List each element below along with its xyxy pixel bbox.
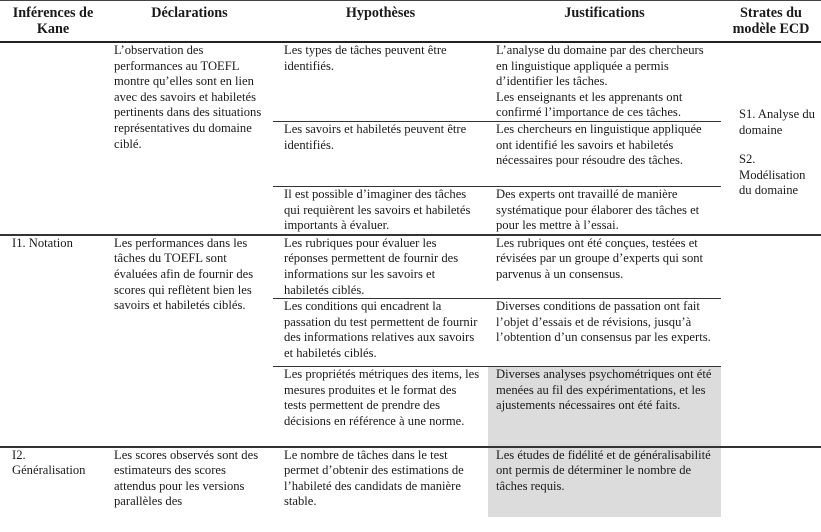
strata-cell [721,42,821,235]
declaration-cell: Les performances dans les tâches du TOEFL sont évaluées afin de fournir des scores qui reflètent bien les savoirs et habiletés ciblés. [106,235,273,447]
strata-cell [721,235,821,447]
strata-label: S1. Analyse du domaine [739,107,815,137]
inference-cell: I2. Généralisation [0,447,106,517]
hypothesis-cell: Le nombre de tâches dans le test permet d’obtenir des estimations de l’habileté des candidats de manière stable. [273,447,488,517]
justification-cell: Les rubriques ont été conçues, testées et révisées par un groupe d’experts qui sont parvenus à un consensus. [488,235,721,299]
table-row [0,235,821,299]
justification-cell [488,42,721,121]
justification-text: L’analyse du domaine par des chercheurs en linguistique appliquée a permis d’identifier les tâches. [496,43,704,89]
inference-cell: I1. Notation [0,235,106,447]
justification-cell-highlighted: Les études de fidélité et de généralisabilité ont permis de déterminer le nombre de tâches requis. [488,447,721,517]
hypothesis-cell: Les conditions qui encadrent la passation du test permettent de fournir des informations relatives aux savoirs et habiletés ciblés. [273,299,488,367]
declaration-cell: L’observation des performances au TOEFL montre qu’elles sont en lien avec des savoirs et habiletés pertinents dans des situations représentatives du domaine ciblé. [114,43,262,151]
strata-label: S2. Modélisation du domaine [739,152,806,198]
inference-cell [0,42,106,235]
header-declarations: Déclarations [106,1,273,43]
strata-cell [721,447,821,517]
justification-cell: Les chercheurs en linguistique appliquée ont identifié les savoirs et habiletés nécessaires pour résoudre des tâches. [488,121,721,186]
hypothesis-cell: Les propriétés métriques des items, les mesures produites et le format des tests permettent de prendre des décisions en référence à une norme. [273,367,488,447]
hypothesis-cell: Les savoirs et habiletés peuvent être identifiés. [273,121,488,186]
header-strates: Strates du modèle ECD [721,1,821,43]
header-hypotheses: Hypothèses [273,1,488,43]
declaration-cell: Les scores observés sont des estimateurs des scores attendus pour les versions parallèles des [106,447,273,517]
justification-cell: Diverses conditions de passation ont fait l’objet d’essais et de révisions, jusqu’à l’obtention d’un consensus par les experts. [488,299,721,367]
header-row [0,1,821,43]
justification-text: Les enseignants et les apprenants ont confirmé l’importance de ces tâches. [496,89,683,120]
header-justifications: Justifications [488,1,721,43]
hypothesis-cell: Les rubriques pour évaluer les réponses permettent de fournir des informations sur les savoirs et habiletés ciblés. [273,235,488,299]
table-row [0,42,821,121]
justification-cell: Des experts ont travaillé de manière systématique pour élaborer des tâches et pour les mettre à l’essai. [488,186,721,234]
justification-cell-highlighted: Diverses analyses psychométriques ont été menées au fil des expérimentations, et les ajustements nécessaires ont été faits. [488,367,721,447]
hypothesis-cell: Les types de tâches peuvent être identifiés. [284,43,447,73]
hypothesis-cell: Il est possible d’imaginer des tâches qui requièrent les savoirs et habiletés importants à évaluer. [273,186,488,234]
table-row [0,447,821,517]
header-inferences: Inférences de Kane [0,1,106,43]
